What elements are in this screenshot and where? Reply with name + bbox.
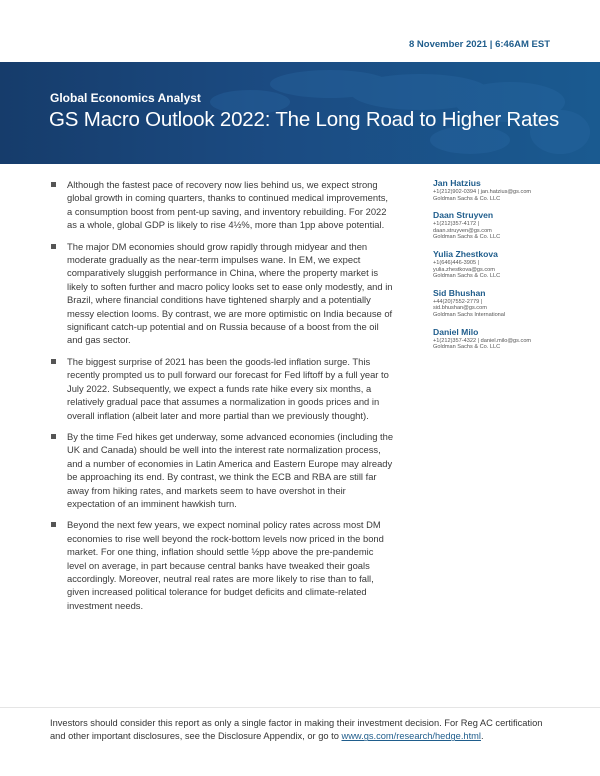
author-name: Sid Bhushan: [433, 287, 486, 298]
bullet-text: By the time Fed hikes get underway, some advanced economies (including the UK and Canada) should be well into the interest rate normalization process, and a number of economies in Latin America and Eastern Europe may already be approaching its end. By contrast, we think the ECB and RBA are still far away from hiking rates, and markets seem to have overshot in their expectation of an imminent hawkish turn.: [67, 430, 394, 509]
bullet-square-icon: [51, 182, 56, 187]
bullet-square-icon: [51, 522, 56, 527]
author-block: [433, 178, 563, 202]
bullet-text: Beyond the next few years, we expect nominal policy rates across most DM economies to rise well beyond the rock-bottom levels now priced in the bond market. For one thing, inflation should settle ½pp above the pre-pandemic level on average, in part because central banks have tweaked their goals accordingly. Moreover, neutral real rates are more likely to rise than to fall, given increased political tolerance for budget deficits and climate-related investment needs.: [67, 519, 384, 611]
bullet-square-icon: [51, 244, 56, 249]
author-firm: Goldman Sachs & Co. LLC: [433, 234, 501, 241]
bullet-item: [50, 518, 394, 612]
report-title: GS Macro Outlook 2022: The Long Road to Higher Rates: [49, 108, 559, 131]
disclosure-link[interactable]: www.gs.com/research/hedge.html: [341, 731, 481, 742]
author-name: Yulia Zhestkova: [433, 248, 498, 259]
disclosure-text: Investors should consider this report as only a single factor in making their investment decision. For Reg AC certification and other important disclosures, see the Disclosure Appendix, or go to: [50, 718, 543, 742]
report-dateline: 8 November 2021 | 6:46AM EST: [409, 39, 550, 50]
author-name: Daan Struyven: [433, 210, 494, 221]
author-email[interactable]: yulia.zhestkova@gs.com: [433, 266, 495, 273]
author-block: [433, 327, 563, 351]
author-block: [433, 288, 563, 319]
bullet-square-icon: [51, 434, 56, 439]
header-banner: [0, 62, 600, 164]
bullet-item: [50, 430, 394, 510]
author-contact: +44(20)7552-2779 |: [433, 298, 483, 305]
summary-bullets: [50, 178, 394, 620]
author-list: [433, 178, 563, 359]
bullet-item: [50, 355, 394, 422]
disclosure-end: .: [481, 731, 484, 742]
author-block: [433, 249, 563, 280]
author-email[interactable]: sid.bhushan@gs.com: [433, 305, 487, 312]
bullet-text: The biggest surprise of 2021 has been the goods-led inflation surge. This recently prompted us to pull forward our forecast for Fed liftoff by a full year to July 2022. Subsequently, we expect a funds rate hike every six months, a relatively gradual pace that assumes a normalization in goods prices and in overall inflation (albeit later and more partial than we previously thought).: [67, 355, 389, 421]
disclosure-footer: [50, 717, 560, 744]
bullet-item: [50, 240, 394, 347]
author-contact[interactable]: +1(212)357-4322 | daniel.milo@gs.com: [433, 337, 532, 344]
author-firm: Goldman Sachs & Co. LLC: [433, 195, 501, 202]
author-contact[interactable]: +1(212)902-0394 | jan.hatzius@gs.com: [433, 189, 532, 195]
footer-divider: [0, 707, 600, 708]
bullet-square-icon: [51, 359, 56, 364]
author-firm: Goldman Sachs & Co. LLC: [433, 273, 501, 280]
author-name: Daniel Milo: [433, 326, 479, 337]
bullet-text: Although the fastest pace of recovery now lies behind us, we expect strong global growth in coming quarters, thanks to continued medical improvements, a consumption boost from pent-up saving, and inventory rebuilding. For 2022 as a whole, global GDP is likely to rise 4½%, more than 1pp above potential.: [67, 179, 388, 231]
series-name: Global Economics Analyst: [50, 91, 201, 105]
author-contact: +1(646)446-3905 |: [433, 259, 480, 266]
author-firm: Goldman Sachs & Co. LLC: [433, 344, 501, 351]
author-contact: +1(212)357-4172 |: [433, 221, 480, 228]
author-name: Jan Hatzius: [433, 178, 481, 188]
author-email[interactable]: daan.struyven@gs.com: [433, 227, 492, 234]
bullet-text: The major DM economies should grow rapidly through midyear and then moderate gradually as the near-term impulses wane. In EM, we expect comparatively sluggish performance in China, where the property market is likely to soften further and macro policy looks set to ease only modestly, and in Brazil, where financial conditions have tightened sharply and a potentially messy election looms. By contrast, we are more optimistic on India because of significant catch-up potential and on Russia because of a boost from the oil and gas sector.: [67, 240, 393, 346]
author-firm: Goldman Sachs International: [433, 311, 506, 318]
bullet-item: [50, 178, 394, 232]
author-block: [433, 210, 563, 241]
